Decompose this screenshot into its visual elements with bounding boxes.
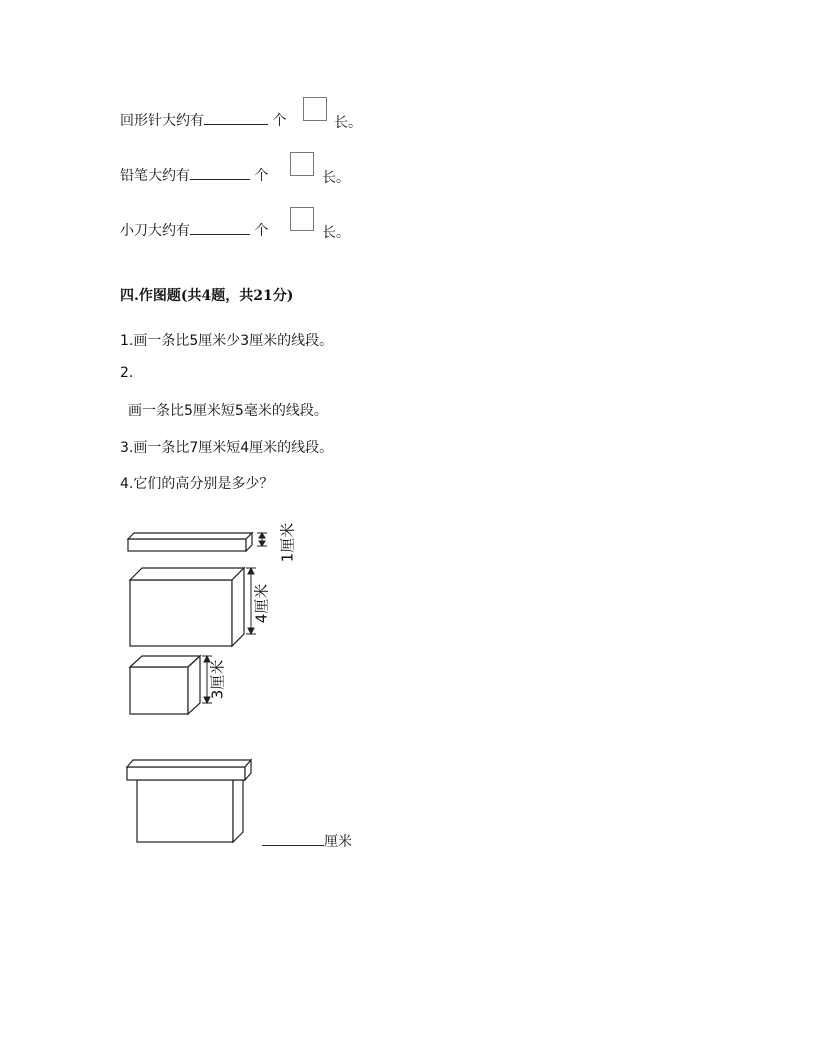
estimate-unit-word: 个	[254, 168, 269, 184]
question-2-body: 画一条比5厘米短5毫米的线段。	[128, 403, 328, 419]
big-box-side	[232, 568, 244, 646]
big-box-top	[130, 568, 244, 580]
label-4cm: 4厘米	[252, 583, 271, 624]
answer-blank[interactable]	[262, 831, 324, 846]
answer-unit: 厘米	[324, 834, 352, 850]
label-3cm: 3厘米	[208, 659, 227, 700]
estimate-unit-word: 个	[272, 113, 287, 129]
question-2-number: 2.	[120, 365, 134, 381]
thin-slab-top	[128, 533, 252, 539]
small-box-front	[130, 667, 188, 714]
estimate-prefix: 回形针大约有	[120, 113, 204, 129]
estimate-prefix: 小刀大约有	[120, 223, 190, 239]
small-box-side	[188, 656, 200, 714]
dim-arrow	[259, 533, 265, 538]
stack-box-side	[233, 780, 243, 842]
estimate-suffix: 长。	[322, 170, 350, 186]
dim-arrow	[248, 628, 254, 634]
stack-box-front	[137, 780, 233, 842]
estimate-prefix: 铅笔大约有	[120, 168, 190, 184]
question-1: 1.画一条比5厘米少3厘米的线段。	[120, 333, 334, 349]
estimate-suffix: 长。	[322, 225, 350, 241]
question-3: 3.画一条比7厘米短4厘米的线段。	[120, 440, 334, 456]
dim-arrow	[248, 568, 254, 574]
estimate-unit-word: 个	[254, 223, 269, 239]
stack-slab-top	[127, 760, 251, 767]
big-box-front	[130, 580, 232, 646]
dim-arrow	[259, 541, 265, 546]
estimate-suffix: 长。	[334, 115, 362, 131]
question-4: 4.它们的高分别是多少？	[120, 476, 274, 492]
height-answer-line	[262, 831, 352, 851]
stack-slab-front	[127, 767, 245, 780]
section-title: 四.作图题(共4题，共21分)	[120, 288, 294, 304]
thin-slab-front	[128, 539, 246, 551]
label-1cm: 1厘米	[278, 522, 297, 563]
